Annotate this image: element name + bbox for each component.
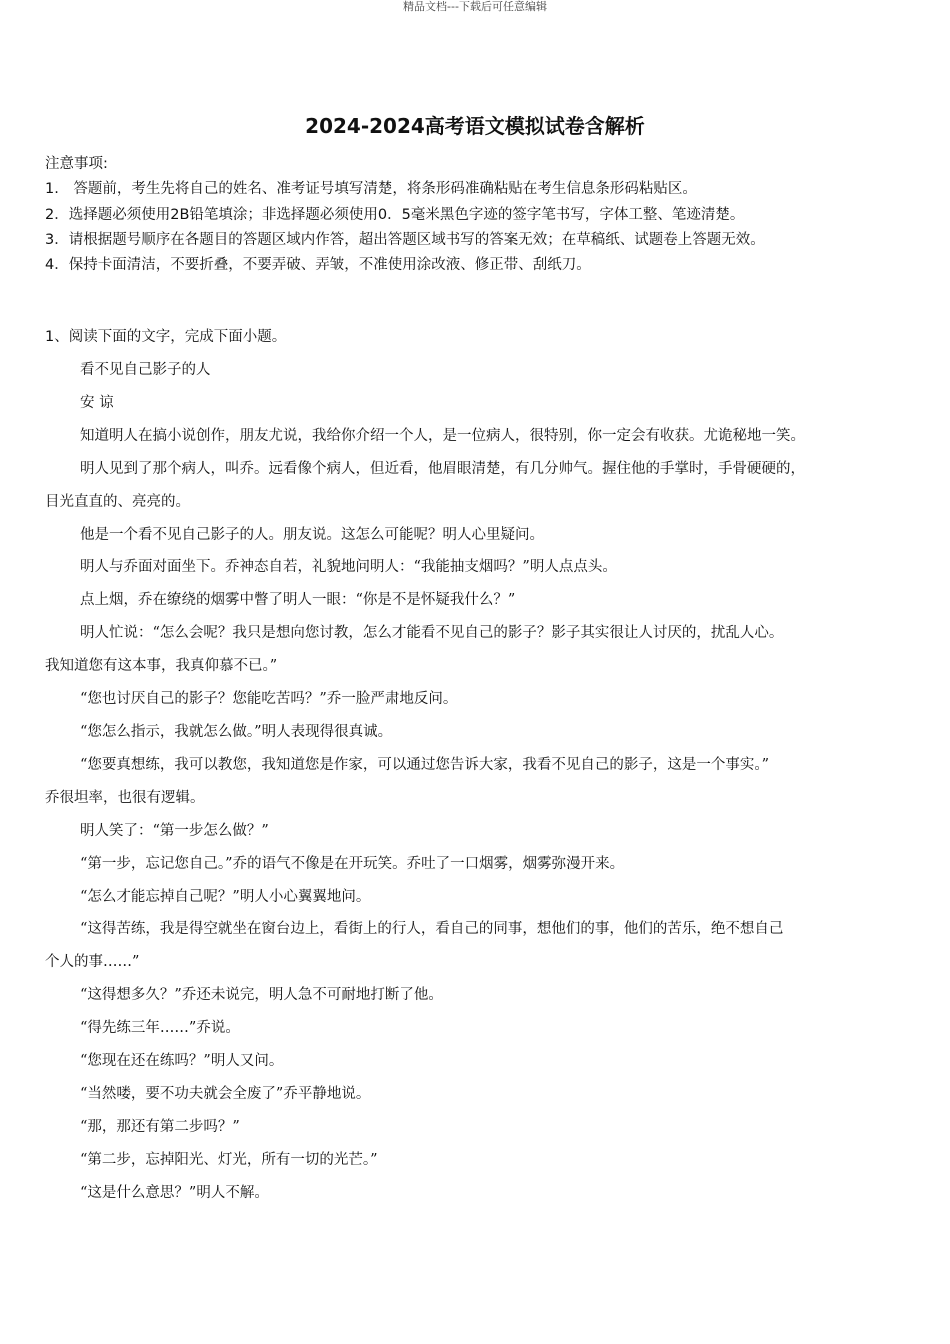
story-paragraph-11: “第一步，忘记您自己。”乔的语气不像是在开玩笑。乔吐了一口烟雾，烟雾弥漫开来。 [80, 855, 625, 872]
story-paragraph-3: 他是一个看不见自己影子的人。朋友说。这怎么可能呢？明人心里疑问。 [80, 526, 544, 543]
story-paragraph-1: 知道明人在搞小说创作，朋友尤说，我给你介绍一个人，是一位病人，很特别，你一定会有收获。尤诡秘地一笑。 [80, 427, 805, 444]
notice-section [45, 152, 915, 278]
document-title: 2024-2024高考语文模拟试卷含解析 [305, 114, 645, 138]
story-paragraph-9: “您要真想练，我可以教您，我知道您是作家，可以通过您告诉大家，我看不见自己的影子，这是一个事实。” [80, 756, 770, 773]
story-paragraph-2: 明人见到了那个病人，叫乔。远看像个病人，但近看，他眉眼清楚，有几分帅气。握住他的手掌时，手骨硬硬的， [80, 460, 805, 477]
story-paragraph-2-cont: 目光直直的、亮亮的。 [45, 493, 190, 510]
story-passage [45, 354, 915, 1210]
notice-item-3: 3．请根据题号顺序在各题目的答题区域内作答，超出答题区域书写的答案无效；在草稿纸、试题卷上答题无效。 [45, 231, 765, 248]
story-paragraph-10: 明人笑了：“第一步怎么做？” [80, 822, 269, 839]
question-intro: 1、阅读下面的文字，完成下面小题。 [45, 329, 287, 345]
story-paragraph-9-cont: 乔很坦率，也很有逻辑。 [45, 789, 205, 806]
story-title: 看不见自己影子的人 [80, 362, 211, 378]
story-paragraph-6: 明人忙说：“怎么会呢？我只是想向您讨教，怎么才能看不见自己的影子？影子其实很让人讨厌的，扰乱人心。 [80, 625, 784, 642]
story-paragraph-20: “这是什么意思？”明人不解。 [80, 1184, 269, 1201]
story-paragraph-18: “那，那还有第二步吗？” [80, 1118, 240, 1135]
notice-item-1: 1. 答题前，考生先将自己的姓名、准考证号填写清楚，将条形码准确粘贴在考生信息条形码粘贴区。 [45, 181, 697, 198]
story-paragraph-12: “怎么才能忘掉自己呢？”明人小心翼翼地问。 [80, 888, 371, 905]
story-paragraph-8: “您怎么指示，我就怎么做。”明人表现得很真诚。 [80, 724, 393, 741]
story-paragraph-7: “您也讨厌自己的影子？您能吃苦吗？”乔一脸严肃地反问。 [80, 691, 458, 708]
story-paragraph-15: “得先练三年……”乔说。 [80, 1020, 240, 1037]
story-paragraph-4: 明人与乔面对面坐下。乔神态自若，礼貌地问明人：“我能抽支烟吗？”明人点点头。 [80, 559, 617, 576]
story-paragraph-13: “这得苦练，我是得空就坐在窗台边上，看街上的行人，看自己的同事，想他们的事，他们的苦乐，绝不想自己 [80, 921, 784, 938]
notice-item-2: 2．选择题必须使用2B铅笔填涂；非选择题必须使用0．5毫米黑色字迹的签字笔书写，字体工整、笔迹清楚。 [45, 206, 745, 223]
notice-item-4: 4．保持卡面清洁，不要折叠，不要弄破、弄皱，不准使用涂改液、修正带、刮纸刀。 [45, 257, 591, 274]
notice-heading: 注意事项: [45, 156, 108, 172]
story-paragraph-19: “第二步，忘掉阳光、灯光，所有一切的光芒。” [80, 1151, 378, 1168]
story-paragraph-5: 点上烟，乔在缭绕的烟雾中瞥了明人一眼：“你是不是怀疑我什么？” [80, 592, 516, 609]
story-paragraph-6-cont: 我知道您有这本事，我真仰慕不已。” [45, 658, 278, 675]
story-paragraph-14: “这得想多久？”乔还未说完，明人急不可耐地打断了他。 [80, 987, 443, 1004]
story-paragraph-17: “当然喽，要不功夫就会全废了”乔平静地说。 [80, 1086, 371, 1103]
story-paragraph-13-cont: 个人的事……” [45, 954, 140, 971]
story-author: 安 谅 [80, 394, 114, 411]
page-header-text: 精品文档---下载后可任意编辑 [403, 0, 547, 13]
story-paragraph-16: “您现在还在练吗？”明人又问。 [80, 1053, 284, 1070]
